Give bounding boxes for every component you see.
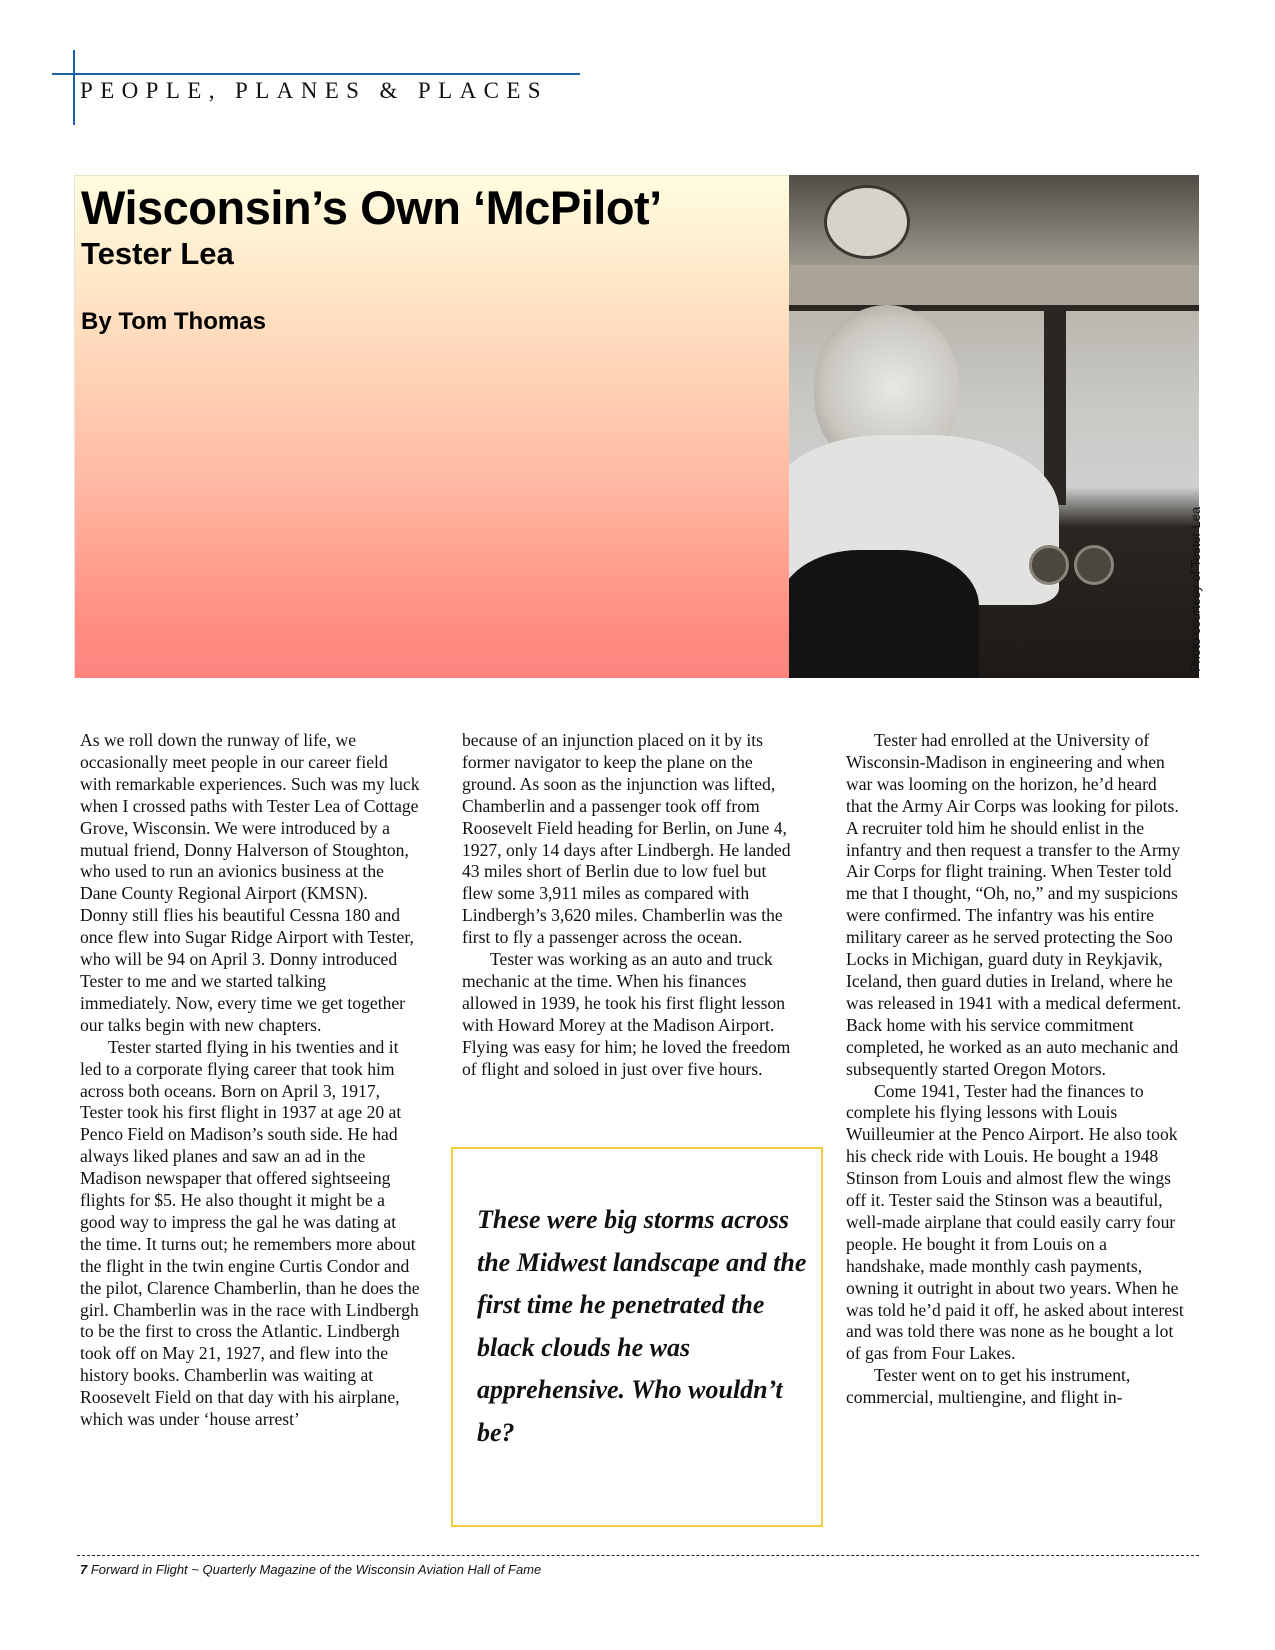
section-rule-horizontal xyxy=(52,73,580,75)
paragraph: because of an injunction placed on it by its former navigator to keep the plane on the ground. As soon as the injunction was lifted, Chamberlin and a passenger took off from Roosevelt Field heading for Berlin, on June 4, 1927, only 14 days after Lindbergh. He landed 43 miles short of Berlin due to low fuel but flew some 3,911 miles as compared with Lindbergh’s 3,620 miles. Chamberlin was the first to fly a passenger across the ocean. xyxy=(462,730,791,948)
paragraph: Tester started flying in his twenties and it led to a corporate flying career that took him across both oceans. Born on April 3, 1917, Tester took his first flight in 1937 at age 20 at Penco Field on Madison’s south side. He had always liked planes and saw an ad in the Madison newspaper that offered sightseeing flights for $5. He also thought it might be a good way to impress the gal he was dating at the time. It turns out; he remembers more about the flight in the twin engine Curtis Condor and the pilot, Clarence Chamberlin, than he does the girl. Chamberlin was in the race with Lindbergh to be the first to cross the Atlantic. Lindbergh took off on May 21, 1927, and flew into the history books. Chamberlin was waiting at Roosevelt Field on that day with his airplane, which was under ‘house arrest’ xyxy=(80,1036,420,1430)
page-number: 7 xyxy=(80,1562,88,1577)
photo-glareshield xyxy=(789,265,1199,311)
pull-quote-box xyxy=(451,1147,823,1527)
article-column-2 xyxy=(462,730,802,1081)
article-column-3 xyxy=(846,730,1186,1409)
publication-name: Forward in Flight ~ Quarterly Magazine of the Wisconsin Aviation Hall of Fame xyxy=(90,1562,542,1577)
article-title: Wisconsin’s Own ‘McPilot’ xyxy=(81,181,662,234)
title-block xyxy=(74,175,789,678)
paragraph: Come 1941, Tester had the finances to complete his flying lessons with Louis Wuilleumier at the Penco Airport. He also took his check ride with Louis. He bought a 1948 Stinson from Louis and almost flew the wings off it. Tester said the Stinson was a beautiful, well-made airplane that could easily carry four people. He bought it from Louis on a handshake, made monthly cash payments, owning it outright in about two years. When he was told he’d paid it off, he asked about interest and was told there was none as he bought a lot of gas from Four Lakes. xyxy=(846,1080,1184,1364)
photo-gauge-icon xyxy=(1074,545,1114,585)
pull-quote-text: These were big storms across the Midwest landscape and the first time he penetrated the black clouds he was apprehensive. Who wouldn’t be? xyxy=(477,1205,807,1447)
article-column-1 xyxy=(80,730,420,1431)
section-rule-vertical xyxy=(73,50,75,125)
footer xyxy=(80,1562,541,1577)
article-subtitle: Tester Lea xyxy=(81,236,234,271)
paragraph: Tester had enrolled at the University of Wisconsin-Madison in engineering and when war was looming on the horizon, he’d heard that the Army Air Corps was looking for pilots. A recruiter told him he should enlist in the infantry and then request a transfer to the Army Air Corps for flight training. When Tester told me that I thought, “Oh, no,” and my suspicions were confirmed. The infantry was his entire military career as he served protecting the Soo Locks in Michigan, guard duty in Reykjavik, Iceland, then guard duties in Ireland, where he was released in 1941 with a medical deferment. Back home with his service commitment completed, he worked as an auto mechanic and subsequently started Oregon Motors. xyxy=(846,730,1182,1079)
photo-credit: Photo courtesy of Tester Lea xyxy=(1188,506,1203,672)
footer-divider xyxy=(77,1555,1199,1556)
article-byline: By Tom Thomas xyxy=(81,308,266,335)
photo-panel-badge xyxy=(824,185,910,259)
paragraph: As we roll down the runway of life, we occasionally meet people in our career field with remarkable experiences. Such was my luck when I crossed paths with Tester Lea of Cottage Grove, Wisconsin. We were introduced by a mutual friend, Donny Halverson of Stoughton, who used to run an avionics business at the Dane County Regional Airport (KMSN). Donny still flies his beautiful Cessna 180 and once flew into Sugar Ridge Airport with Tester, who will be 94 on April 3. Donny introduced Tester to me and we started talking immediately. Now, every time we get together our talks begin with new chapters. xyxy=(80,730,420,1035)
cockpit-photo xyxy=(789,175,1199,678)
photo-gauge-icon xyxy=(1029,545,1069,585)
photo-window-strut xyxy=(1044,305,1066,505)
section-label: PEOPLE, PLANES & PLACES xyxy=(80,78,548,103)
paragraph: Tester went on to get his instrument, commercial, multiengine, and flight in- xyxy=(846,1365,1131,1408)
paragraph: Tester was working as an auto and truck mechanic at the time. When his finances allowed in 1939, he took his first flight lesson with Howard Morey at the Madison Airport. Flying was easy for him; he loved the freedom of flight and soloed in just over five hours. xyxy=(462,949,791,1079)
photo-seat xyxy=(789,550,979,678)
